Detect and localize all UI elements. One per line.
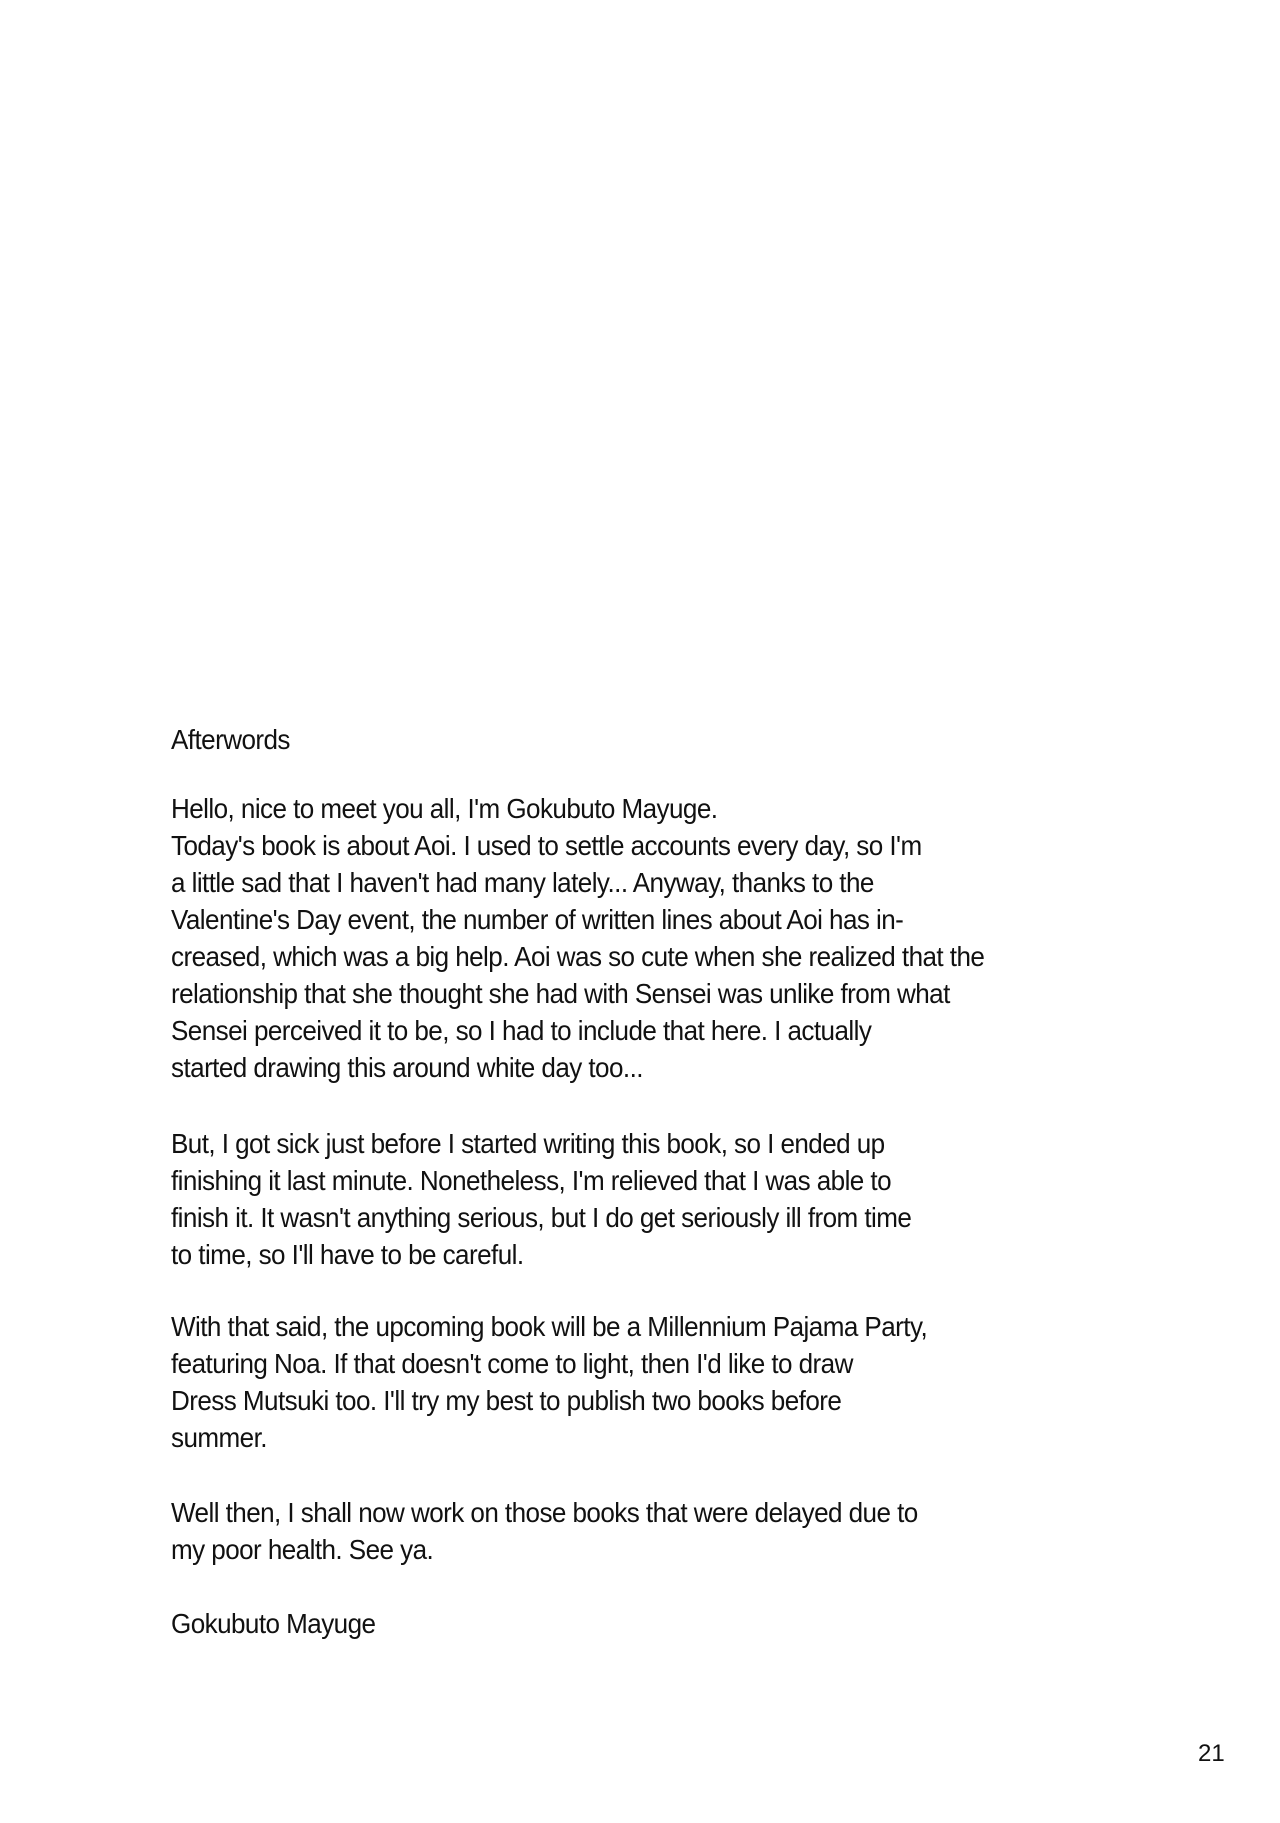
- text-line: finishing it last minute. Nonetheless, I'm relieved that I was able to: [171, 1165, 892, 1196]
- paragraph-2: [171, 1125, 967, 1273]
- text-line: Dress Mutsuki too. I'll try my best to publish two books before: [171, 1385, 842, 1416]
- text-line: started drawing this around white day too...: [171, 1052, 643, 1083]
- text-line: a little sad that I haven't had many lately... Anyway, thanks to the: [171, 867, 874, 898]
- signature-text: Gokubuto Mayuge: [171, 1608, 376, 1639]
- text-line: Well then, I shall now work on those books that were delayed due to: [171, 1497, 918, 1528]
- text-line: finish it. It wasn't anything serious, but I do get seriously ill from time: [171, 1202, 912, 1233]
- text-line: featuring Noa. If that doesn't come to light, then I'd like to draw: [171, 1348, 853, 1379]
- text-line: Sensei perceived it to be, so I had to include that here. I actually: [171, 1015, 872, 1046]
- heading-text: Afterwords: [171, 724, 290, 755]
- paragraph-4: [171, 1494, 974, 1568]
- text-line: Hello, nice to meet you all, I'm Gokubuto Mayuge.: [171, 793, 718, 824]
- text-line: Valentine's Day event, the number of written lines about Aoi has in-: [171, 904, 904, 935]
- text-line: relationship that she thought she had with Sensei was unlike from what: [171, 978, 950, 1009]
- text-line: my poor health. See ya.: [171, 1534, 434, 1565]
- signature: [171, 1605, 391, 1642]
- text-line: creased, which was a big help. Aoi was so cute when she realized that the: [171, 941, 985, 972]
- paragraph-1: [171, 790, 1046, 1086]
- text-line: Today's book is about Aoi. I used to settle accounts every day, so I'm: [171, 830, 922, 861]
- text-line: to time, so I'll have to be careful.: [171, 1239, 524, 1270]
- text-line: summer.: [171, 1422, 267, 1453]
- paragraph-3: [171, 1308, 984, 1456]
- text-line: With that said, the upcoming book will be a Millennium Pajama Party,: [171, 1311, 928, 1342]
- text-line: But, I got sick just before I started writing this book, so I ended up: [171, 1128, 885, 1159]
- page-number: 21: [1198, 1740, 1225, 1767]
- afterwords-heading: [171, 721, 299, 758]
